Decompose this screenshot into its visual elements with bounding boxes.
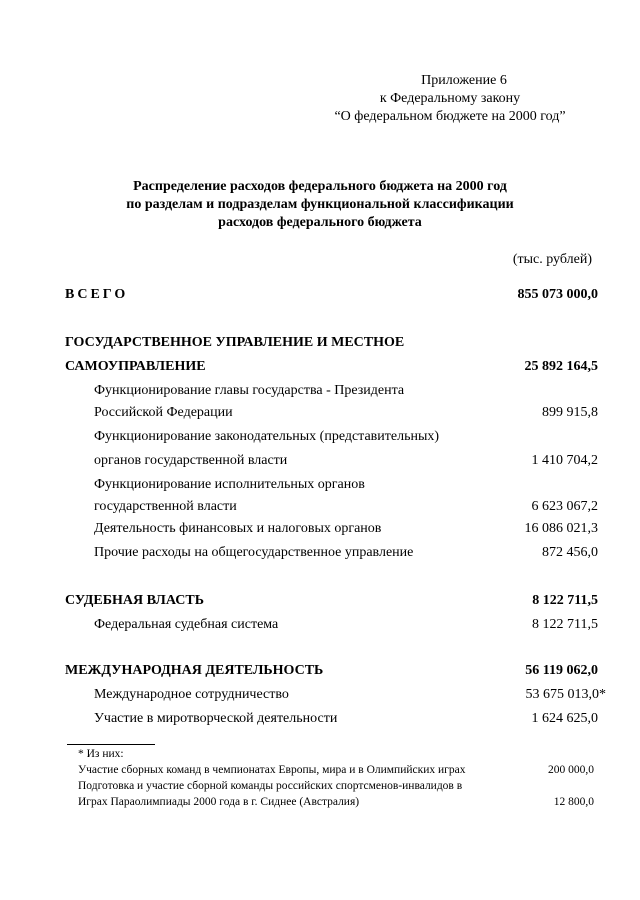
section-value: 25 892 164,5 (524, 359, 598, 374)
item-label: государственной власти (94, 499, 237, 514)
title-line-1: Распределение расходов федерального бюджета на 2000 год (133, 179, 507, 194)
section-value: 8 122 711,5 (532, 593, 598, 608)
section-title: СУДЕБНАЯ ВЛАСТЬ (65, 593, 204, 608)
section-title: САМОУПРАВЛЕНИЕ (65, 359, 206, 374)
footnote-head: * Из них: (78, 748, 124, 760)
document-title (60, 178, 580, 232)
appendix-header (320, 72, 580, 126)
total-value: 855 073 000,0 (517, 287, 598, 302)
item-label: Российской Федерации (94, 405, 233, 420)
section-title: МЕЖДУНАРОДНАЯ ДЕЯТЕЛЬНОСТЬ (65, 663, 324, 678)
footnote-line: Играх Параолимпиады 2000 года в г. Сиднее (Австралия) (78, 796, 360, 808)
footnote-line: Подготовка и участие сборной команды российских спортсменов-инвалидов в (78, 780, 463, 792)
item-value: 1 410 704,2 (531, 453, 598, 468)
title-line-2: по разделам и подразделам функциональной классификации (126, 197, 514, 212)
footnote-value: 12 800,0 (553, 796, 594, 808)
item-label: Федеральная судебная система (94, 617, 279, 632)
section-value: 56 119 062,0 (525, 663, 598, 678)
footnote-line: Участие сборных команд в чемпионатах Европы, мира и в Олимпийских играх (78, 764, 466, 776)
item-label: Прочие расходы на общегосударственное управление (94, 545, 414, 560)
item-value: 899 915,8 (542, 405, 598, 420)
item-value: 6 623 067,2 (531, 499, 598, 514)
footnote-value: 200 000,0 (548, 764, 594, 776)
appendix-law-ref: к Федеральному закону (379, 91, 521, 106)
unit-label: (тыс. рублей) (512, 252, 592, 267)
item-label: Деятельность финансовых и налоговых органов (94, 521, 382, 536)
section-title: ГОСУДАРСТВЕННОЕ УПРАВЛЕНИЕ И МЕСТНОЕ (65, 335, 405, 350)
item-label: Участие в миротворческой деятельности (94, 711, 338, 726)
item-label: Функционирование главы государства - Президента (94, 383, 405, 398)
item-label: Функционирование исполнительных органов (94, 477, 365, 492)
item-label: органов государственной власти (94, 453, 288, 468)
item-label: Международное сотрудничество (94, 687, 289, 702)
item-value: 1 624 625,0 (531, 711, 598, 726)
title-line-3: расходов федерального бюджета (218, 215, 422, 230)
item-value: 53 675 013,0* (525, 687, 606, 702)
item-label: Функционирование законодательных (представительных) (94, 429, 440, 444)
item-value: 872 456,0 (542, 545, 598, 560)
appendix-law-title: “О федеральном бюджете на 2000 год” (334, 109, 566, 124)
appendix-number: Приложение 6 (421, 73, 507, 88)
item-value: 16 086 021,3 (524, 521, 598, 536)
footnote-divider (67, 744, 155, 745)
item-value: 8 122 711,5 (532, 617, 598, 632)
total-label: ВСЕГО (65, 287, 129, 302)
